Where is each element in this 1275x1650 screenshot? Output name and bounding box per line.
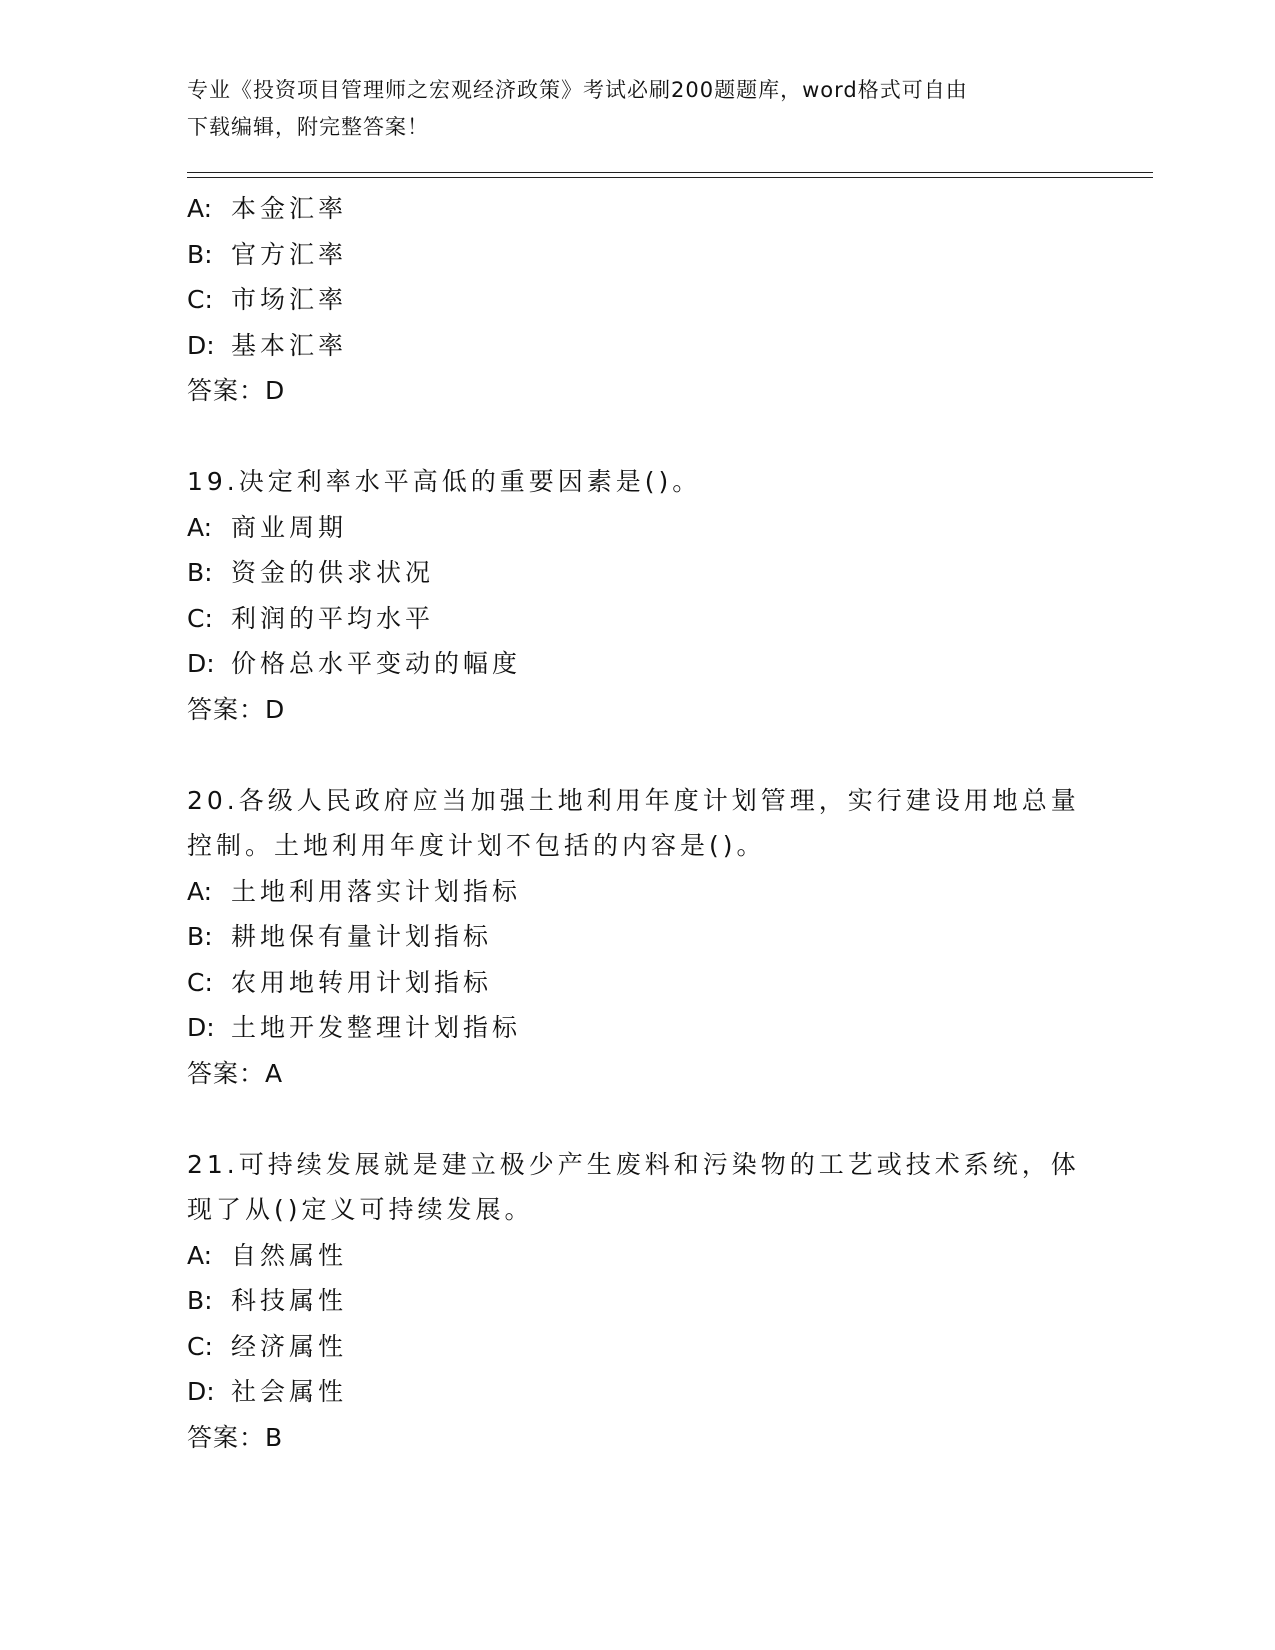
answer: 答案：D [187, 694, 286, 724]
question-list [187, 186, 1087, 1460]
option-a: A: 自然属性 [187, 1240, 348, 1270]
option-c: C: 利润的平均水平 [187, 603, 435, 633]
question-19 [187, 459, 1087, 732]
answer: 答案：D [187, 376, 286, 405]
question-text-line-2: 现了从()定义可持续发展。 [187, 1195, 534, 1224]
header-divider-bottom [187, 177, 1153, 178]
option-c: C: 农用地转用计划指标 [187, 967, 493, 997]
document-header [187, 72, 1067, 146]
question-text-line-1: 20.各级人民政府应当加强土地利用年度计划管理，实行建设用地总量 [187, 785, 1080, 815]
question-text: 19.决定利率水平高低的重要因素是()。 [187, 467, 702, 496]
option-d: D: 土地开发整理计划指标 [187, 1013, 522, 1042]
header-line-1: 专业《投资项目管理师之宏观经济政策》考试必刷200题题库，word格式可自由 [187, 78, 968, 102]
answer: 答案：A [187, 1058, 284, 1088]
option-a: A: 土地利用落实计划指标 [187, 876, 522, 906]
option-b: B: 官方汇率 [187, 239, 348, 269]
option-b: B: 资金的供求状况 [187, 558, 435, 587]
header-divider-top [187, 172, 1153, 173]
question-text-line-2: 控制。土地利用年度计划不包括的内容是()。 [187, 831, 766, 860]
spacer [187, 732, 1087, 778]
option-d: D: 基本汇率 [187, 330, 348, 360]
question-text-line-1: 21.可持续发展就是建立极少产生废料和污染物的工艺或技术系统，体 [187, 1149, 1080, 1179]
option-b: B: 耕地保有量计划指标 [187, 922, 493, 951]
option-a: A: 本金汇率 [187, 194, 348, 223]
header-line-2: 下载编辑，附完整答案！ [187, 115, 429, 139]
question-21 [187, 1142, 1087, 1461]
answer: 答案：B [187, 1422, 284, 1452]
option-c: C: 市场汇率 [187, 285, 348, 314]
option-c: C: 经济属性 [187, 1331, 348, 1361]
spacer [187, 1096, 1087, 1142]
option-a: A: 商业周期 [187, 512, 348, 542]
option-d: D: 社会属性 [187, 1377, 348, 1406]
question-20 [187, 778, 1087, 1097]
option-d: D: 价格总水平变动的幅度 [187, 649, 522, 678]
option-b: B: 科技属性 [187, 1286, 348, 1315]
question-18 [187, 186, 1087, 414]
spacer [187, 414, 1087, 460]
